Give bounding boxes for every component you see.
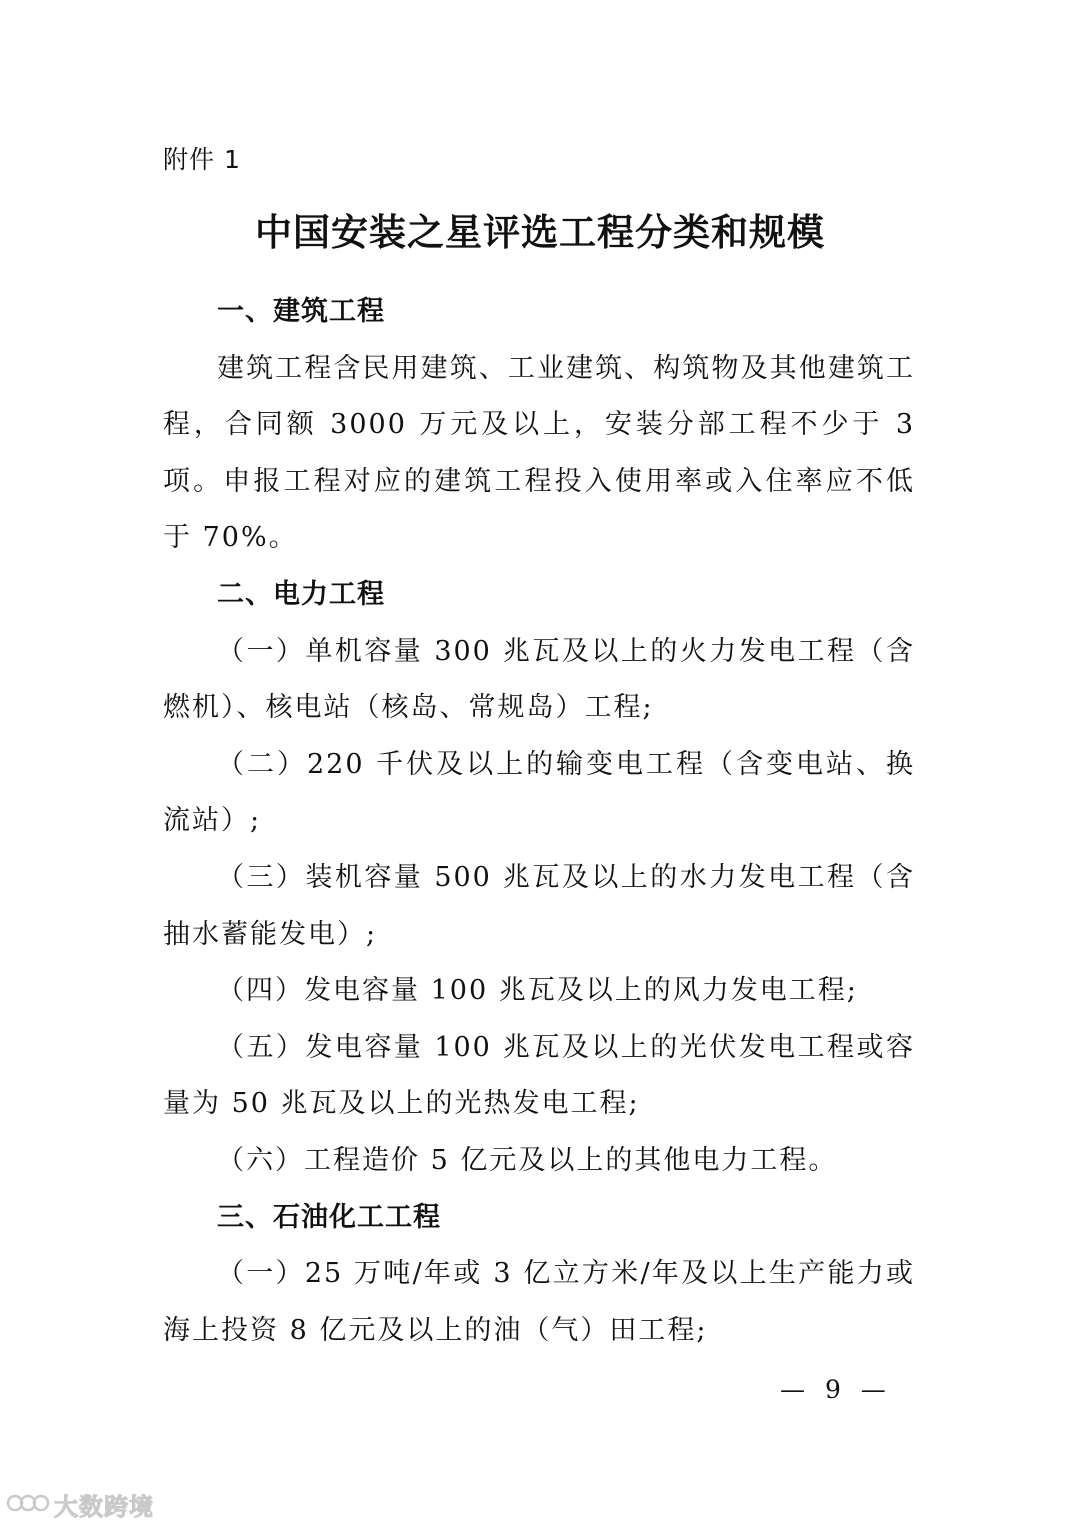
paragraph-power-4: （四）发电容量 100 兆瓦及以上的风力发电工程; bbox=[217, 975, 858, 1007]
document-body bbox=[163, 284, 915, 1359]
paragraph-power-3: （三）装机容量 500 兆瓦及以上的水力发电工程（含抽水蓄能发电）; bbox=[163, 861, 915, 950]
document-title: 中国安装之星评选工程分类和规模 bbox=[255, 211, 825, 254]
section-heading-petrochemical: 三、石油化工工程 bbox=[217, 1201, 441, 1233]
paragraph-power-6: （六）工程造价 5 亿元及以上的其他电力工程。 bbox=[217, 1144, 838, 1176]
attachment-label: 附件 1 bbox=[163, 145, 241, 174]
paragraph-petrochemical-1: （一）25 万吨/年或 3 亿立方米/年及以上生产能力或海上投资 8 亿元及以上的油（气）田工程; bbox=[163, 1258, 915, 1346]
paragraph-power-1: （一）单机容量 300 兆瓦及以上的火力发电工程（含燃机）、核电站（核岛、常规岛）工程; bbox=[163, 635, 915, 724]
paragraph-power-2: （二）220 千伏及以上的输变电工程（含变电站、换流站）; bbox=[163, 748, 915, 837]
watermark bbox=[6, 1487, 154, 1522]
paragraph-building: 建筑工程含民用建筑、工业建筑、构筑物及其他建筑工程，合同额 3000 万元及以上，安装分部工程不少于 3 项。申报工程对应的建筑工程投入使用率或入住率应不低于 70%。 bbox=[163, 352, 915, 554]
watermark-logo-icon bbox=[6, 1490, 50, 1520]
section-heading-power: 二、电力工程 bbox=[217, 578, 385, 610]
watermark-text: 大数跨境 bbox=[54, 1493, 154, 1521]
section-heading-building: 一、建筑工程 bbox=[217, 296, 385, 327]
paragraph-power-5: （五）发电容量 100 兆瓦及以上的光伏发电工程或容量为 50 兆瓦及以上的光热发电工程; bbox=[163, 1031, 915, 1120]
page-number: — 9 — bbox=[780, 1375, 892, 1404]
